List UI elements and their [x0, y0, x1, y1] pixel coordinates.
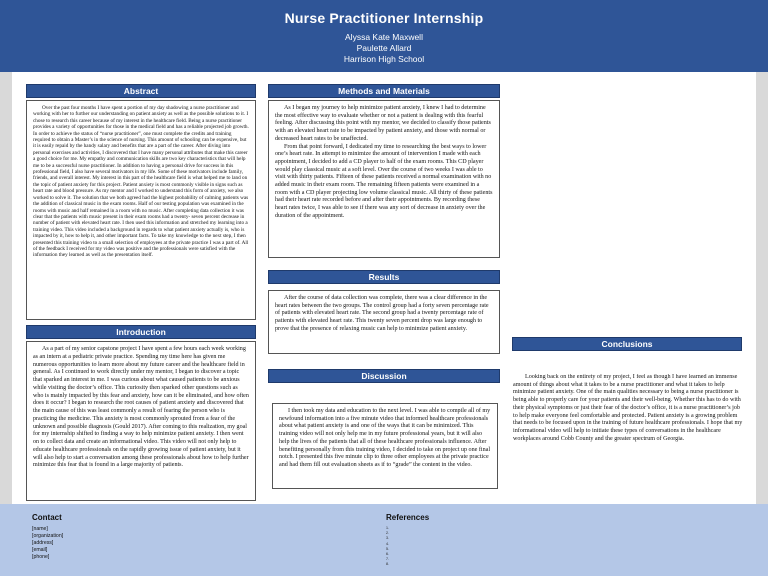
introduction-heading: Introduction	[26, 325, 256, 339]
contact-organization: [organization]	[32, 533, 64, 539]
results-heading: Results	[268, 270, 500, 284]
abstract-text: Over the past four months I have spent a portion of my day shadowing a nurse practitioner and working with her to further our understanding on patient anxiety as well as the possible solutions to it. I chose to research this career because of my interest in the healthcare field. Being a nurse practitioner provides a variety of opportunities for those in the medical field and has a reliable projected job growth. In order to achieve the status of “nurse practitioner”, one must complete the credits and training required to obtain a Master’s in the science of nursing. This amount of schooling can be expensive, but it is easily repaid by the handy salary and benefits that are a part of the career. After diving into personal exercises and activities, I discovered that I have many personal attributes that make this career a good choice for me. My empathy and communication skills are two key characteristics that will help me to be a successful nurse practitioner. In addition to having a personal drive for success in this professional field, I also have several motivators in my life. Some of these motivators include family, friends, and overall interest. My interest in this part of the healthcare field is what helped me to land on the topic of patient anxiety for this project. Patient anxiety is most commonly visible in signs such as heart rate and blood pressure. As my mentor and I worked to understand this form of anxiety, we also worked to solve it. The solution that we both agreed had the highest probability of calming patients was the addition of classical music in the exam rooms. Half of our testing population was examined in the rooms with music and half remained in a room with no music. After completing data collection it was clear that the patients with music present in their exam rooms had a twenty- seven percent decrease in number of patient with elevated heart rate. I then used this information and stretched my learning into a training video. This video included a background in regards to what patient anxiety actually is, who is impacted by it, how to help it, and other important facts. To take my knowledge to the next step, I then presented this training video to a small selection of employees at the private practice I was a part of. All of the feedback I received for my video was positive and the professionals were satisfied with the information they learned as well as the presentation itself.	[33, 105, 249, 259]
reference-item: 1.	[386, 526, 389, 530]
contact-email: [email]	[32, 547, 48, 553]
methods-paragraph: As I began my journey to help minimize patient anxiety, I knew I had to determine the most effective way to evaluate whether or not a patient is dealing with this fearful feeling. After discussing this point with my mentor, we decided to classify those patients with an elevated heart rate to be impacted by patient anxiety, and those with normal or decreased heart rates to be unaffected.	[275, 105, 491, 142]
results-text: After the course of data collection was complete, there was a clear difference in the heart rates between the two groups. The control group had a forty seven percentage rate of patients with elevated heart rate. The second group had a twenty percentage rate of patients with elevated heart rate. This twenty seven percent drop was large enough to prove that the presence of relaxing music can help to minimize patient anxiety.	[275, 295, 489, 332]
references-list	[386, 526, 389, 568]
discussion-heading: Discussion	[268, 369, 500, 383]
poster-title: Nurse Practitioner Internship	[284, 10, 484, 26]
reference-item: 6.	[386, 552, 389, 557]
abstract-heading: Abstract	[26, 84, 256, 98]
conclusions-block	[513, 374, 745, 470]
reference-item: 5.	[386, 546, 389, 551]
contact-name: [name]	[32, 526, 48, 532]
poster-footer	[0, 504, 768, 576]
contact-phone: [phone]	[32, 554, 50, 560]
results-box	[268, 290, 500, 354]
conclusions-text: Looking back on the entirety of my project, I feel as though I have learned an immense amount of things about what it takes to be a nurse practitioner and what it takes to help minimize patient anxiety. One of the main qualities necessary to being a nurse practitioner is being able to properly care for your patients and their well-being. Whether this has to do with their physical symptoms or just their fear of the doctor’s office, it is a nurse practitioner’s job to help make everyone feel comfortable and protected. Patient anxiety is a growing problem that needs to be focused upon in the training of future healthcare professionals. I hope that my informational video will help to initiate these types of conversations in the healthcare workplaces around Cobb County and the greater spectrum of Georgia.	[513, 374, 743, 442]
methods-box	[268, 100, 500, 258]
discussion-text: I then took my data and education to the next level. I was able to compile all of my newfound information into a five minute video that informed healthcare professionals about what patient anxiety is and one of the ways that it can be minimized. This training video will not only help me in my future professional years, but it will also help the lives of the patients that all of these healthcare professionals influence. After benefiting personally from this training video, I decided to take on project up one final notch. I presented this five minute clip to three other employees at the private practice and had them fill out evaluation sheets as if to “grade” the content in the video.	[279, 408, 491, 468]
methods-paragraph: From that point forward, I dedicated my time to researching the best ways to lower one’s heart rate. In attempt to minimize the amount of intervention I made with each appointment, I decided to add a CD player to half of the exam rooms. This CD player would play classical music at a soft level. Over the course of two weeks I was able to visit with thirty patients. Fifteen of these patients received a normal examination with no added music in their exam room. The remaining fifteen patients were examined in a room with a CD player projecting low volume classical music. All thirty of these patients had their heart rate recorded before and after their appointments. By recording these heart rates twice, I was able to see if there was any sort of decrease in anxiety over the duration of the appointment.	[275, 143, 493, 219]
contact-details	[32, 526, 63, 561]
author-name: Alyssa Kate Maxwell	[345, 32, 423, 42]
conclusions-heading: Conclusions	[512, 337, 742, 351]
reference-item: 7.	[386, 557, 389, 562]
right-margin-bar	[756, 72, 768, 504]
contact-heading: Contact	[32, 513, 62, 522]
discussion-box	[272, 403, 498, 489]
reference-item: 2.	[386, 531, 389, 536]
introduction-box	[26, 341, 256, 501]
school-name: Harrison High School	[343, 54, 425, 64]
author-name: Paulette Allard	[356, 43, 412, 53]
reference-item: 8.	[386, 562, 389, 567]
methods-heading: Methods and Materials	[268, 84, 500, 98]
contact-address: [address]	[32, 540, 54, 546]
poster-header	[0, 0, 768, 72]
left-margin-bar	[0, 72, 12, 504]
references-heading: References	[386, 513, 430, 522]
introduction-text: As a part of my senior capstone project I have spent a few hours each week working as an intern at a pediatric private practice. Spending my time here has given me numerous opportunities to learn more about my future career and the healthcare field in general. As I continued to work directly under my mentor, I began to discover a topic that sparked an interest in me. I was curious about what caused patients to be anxious while visiting the doctor’s office. This curiosity then sparked other questions such as who is mainly impacted by this fear and anxiety, how can it be eliminated, and how often does it occur? I began to research the root causes of patient anxiety and discovered that the main cause of this was least commonly a result of fearing the person who is practicing the medicine. This anxiety is most commonly sprouted from a fear of the unknown and possible diagnosis (Gould 2017). After coming to this realization, my goal for my internship shifted to finding a way to help minimize patient anxiety. I then went on to collect data and create an informational video. This video will not only help to educate healthcare professionals on the rapidly growing issue of patient anxiety, but it will also help to start a conversation among these professionals about how to help further minimize this fear that is found in a large majority of patients.	[33, 346, 249, 469]
reference-item: 3.	[386, 536, 389, 541]
author-block	[0, 32, 768, 65]
abstract-box	[26, 100, 256, 320]
reference-item: 4.	[386, 541, 389, 546]
